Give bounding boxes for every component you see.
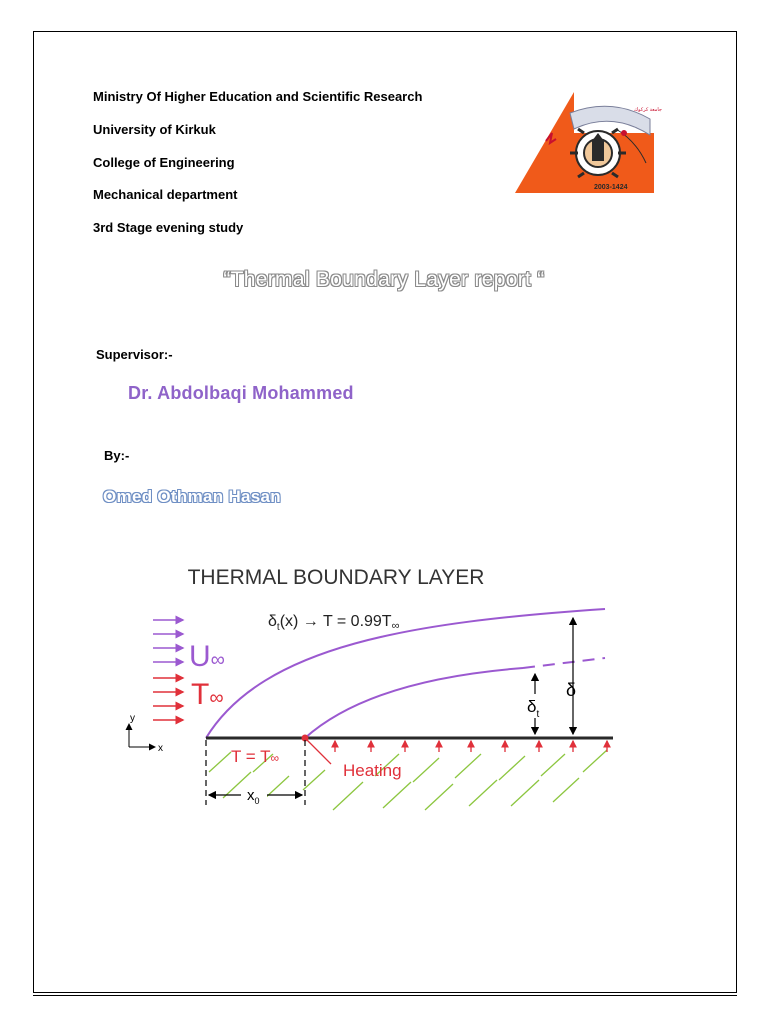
ministry-line: Ministry Of Higher Education and Scientific Research <box>93 89 423 104</box>
t-infinity-label: T∞ <box>191 678 224 711</box>
university-logo <box>512 89 662 197</box>
author-name: Omed Othman Hasan <box>103 487 281 506</box>
author-label: By:- <box>104 448 130 463</box>
stage-line: 3rd Stage evening study <box>93 220 244 235</box>
supervisor-label: Supervisor:- <box>96 347 173 362</box>
thermal-boundary-extension <box>523 658 605 668</box>
report-title: “Thermal Boundary Layer report “ <box>223 268 545 291</box>
page-border-bottom <box>33 995 737 996</box>
heating-label: Heating <box>343 761 402 780</box>
x0-label: $x_0$ <box>247 787 260 806</box>
u-infinity-label: U∞ <box>189 640 225 673</box>
temperature-arrows <box>153 678 183 720</box>
axis-icon <box>129 713 163 754</box>
thermal-boundary-layer-figure <box>113 550 623 820</box>
heating-arrows <box>335 741 607 752</box>
wall-temperature-label: T = T∞ <box>231 747 280 766</box>
department-line: Mechanical department <box>93 187 238 202</box>
axis-x-label: x <box>158 743 163 754</box>
equation-label: $\delta_t(x) \to T = 0.99T\infty$ <box>268 613 400 633</box>
axis-y-label: y <box>130 713 135 724</box>
svg-text:جامعة كركوك: جامعة كركوك <box>634 107 662 113</box>
velocity-boundary-curve <box>206 609 605 738</box>
velocity-arrows <box>153 620 183 662</box>
figure-title: THERMAL BOUNDARY LAYER <box>187 566 485 589</box>
university-line: University of Kirkuk <box>93 122 216 137</box>
logo-year-text: 2003-1424 <box>594 184 628 191</box>
thermal-boundary-curve <box>305 668 523 738</box>
delta-t-label: $\delta_t$ <box>527 697 540 720</box>
college-line: College of Engineering <box>93 155 235 170</box>
delta-label: δ <box>566 680 577 700</box>
supervisor-name: Dr. Abdolbaqi Mohammed <box>128 383 354 403</box>
